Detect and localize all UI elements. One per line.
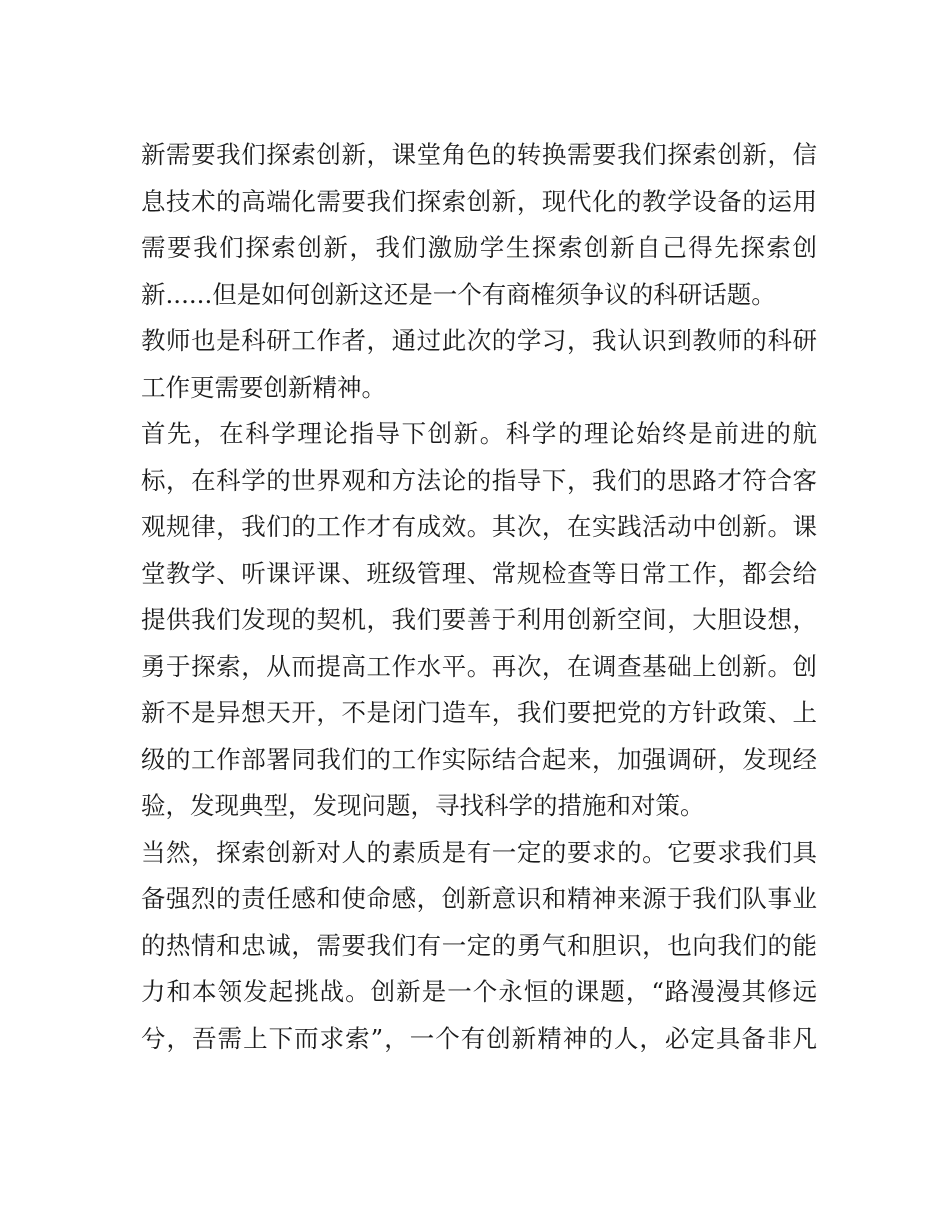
text-line: 兮，吾需上下而求索”，一个有创新精神的人，必定具备非凡	[141, 1023, 817, 1053]
text-line: 级的工作部署同我们的工作实际结合起来，加强调研，发现经	[141, 744, 817, 774]
text-line: 验，发现典型，发现问题，寻找科学的措施和对策。	[141, 791, 705, 820]
text-line: 首先，在科学理论指导下创新。科学的理论始终是前进的航	[141, 419, 817, 448]
text-line: 新......但是如何创新这还是一个有商榷须争议的科研话题。	[141, 279, 776, 309]
text-line: 工作更需要创新精神。	[141, 372, 386, 402]
text-line: 标，在科学的世界观和方法论的指导下，我们的思路才符合客	[141, 465, 817, 495]
text-line: 提供我们发现的契机，我们要善于利用创新空间，大胆设想，	[141, 605, 817, 634]
text-line: 新不是异想天开，不是闭门造车，我们要把党的方针政策、上	[141, 698, 817, 727]
text-line: 力和本领发起挑战。创新是一个永恒的课题，“路漫漫其修远	[141, 977, 817, 1006]
text-line: 当然，探索创新对人的素质是有一定的要求的。它要求我们具	[141, 837, 817, 867]
text-line: 需要我们探索创新，我们激励学生探索创新自己得先探索创	[141, 233, 817, 262]
text-line: 息技术的高端化需要我们探索创新，现代化的教学设备的运用	[141, 186, 817, 216]
text-line: 堂教学、听课评课、班级管理、常规检查等日常工作，都会给	[141, 558, 817, 588]
body-text	[141, 132, 817, 1062]
text-line: 勇于探索，从而提高工作水平。再次，在调查基础上创新。创	[141, 651, 817, 681]
text-line: 备强烈的责任感和使命感，创新意识和精神来源于我们队事业	[141, 884, 817, 913]
text-line: 教师也是科研工作者，通过此次的学习，我认识到教师的科研	[141, 326, 817, 355]
text-line: 的热情和忠诚，需要我们有一定的勇气和胆识，也向我们的能	[141, 930, 817, 960]
text-line: 新需要我们探索创新，课堂角色的转换需要我们探索创新，信	[141, 140, 817, 169]
text-line: 观规律，我们的工作才有成效。其次，在实践活动中创新。课	[141, 512, 817, 541]
